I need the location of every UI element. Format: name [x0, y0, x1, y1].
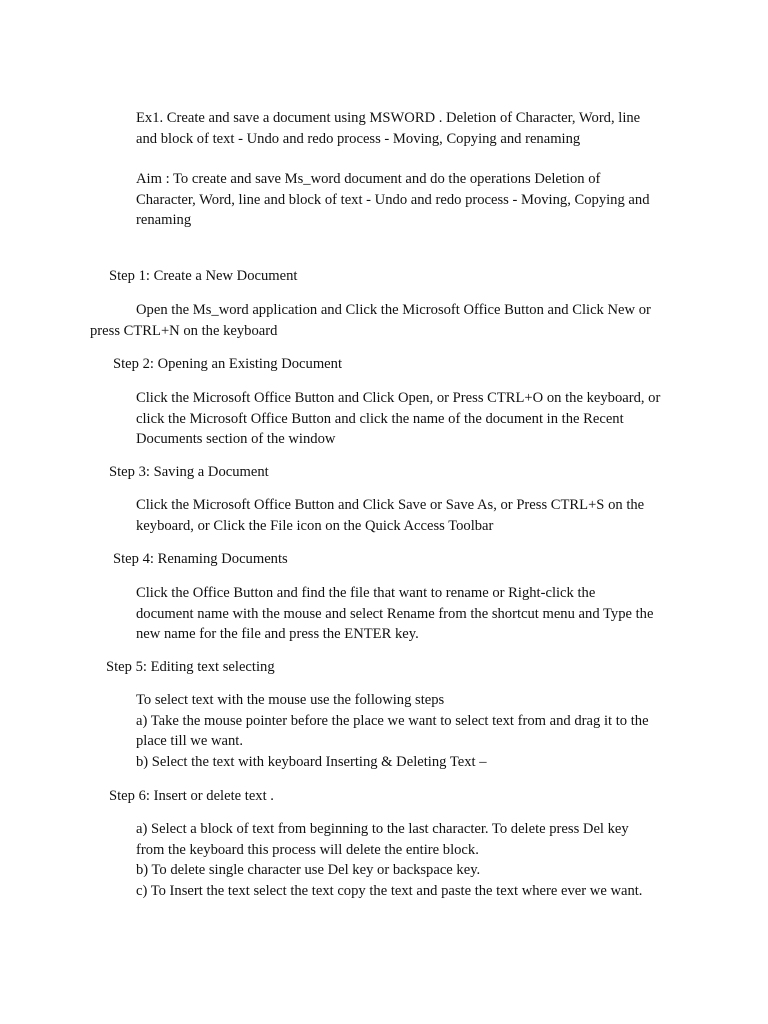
step4-body: Click the Office Button and find the file that want to rename or Right-click the document name with the mouse and select Rename from the shortcut menu and Type the new name for the file and press the ENTER key.: [136, 585, 654, 642]
step3-body: Click the Microsoft Office Button and Click Save or Save As, or Press CTRL+S on the keyboard, or Click the File icon on the Quick Access Toolbar: [136, 497, 645, 534]
step1-heading: Step 1: Create a New Document: [109, 268, 298, 284]
step2-heading: Step 2: Opening an Existing Document: [113, 356, 343, 372]
step6-heading: Step 6: Insert or delete text .: [109, 788, 274, 804]
aim-paragraph: Aim : To create and save Ms_word document and do the operations Deletion of Character, Word, line and block of text - Undo and redo process - Moving, Copying and renaming: [136, 171, 650, 228]
step1-body-line-1: Open the Ms_word application and Click the Microsoft Office Button and Click New or: [136, 302, 651, 318]
title-line-1: Ex1. Create and save a document using MSWORD . Deletion of Character, Word, line: [136, 110, 641, 126]
step3-heading: Step 3: Saving a Document: [109, 464, 269, 480]
step1-body-line-2: press CTRL+N on the keyboard: [90, 322, 278, 339]
step5-body: To select text with the mouse use the following steps a) Take the mouse pointer before the place we want to select text from and drag it to the place till we want. b) Select the text with keyboard Inserting & Deleting Text –: [136, 692, 649, 770]
step6-body: a) Select a block of text from beginning to the last character. To delete press Del key from the keyboard this process will delete the entire block. b) To delete single character use Del key or backspace key. c) To Insert the text select the text copy the text and paste the text where ever we want.: [136, 821, 643, 899]
step4-heading: Step 4: Renaming Documents: [113, 551, 288, 567]
step5-heading: Step 5: Editing text selecting: [106, 659, 275, 675]
step2-body: Click the Microsoft Office Button and Click Open, or Press CTRL+O on the keyboard, or click the Microsoft Office Button and click the name of the document in the Recent Documents section of the window: [136, 390, 661, 447]
title-line-2: and block of text - Undo and redo process - Moving, Copying and renaming: [136, 130, 581, 147]
